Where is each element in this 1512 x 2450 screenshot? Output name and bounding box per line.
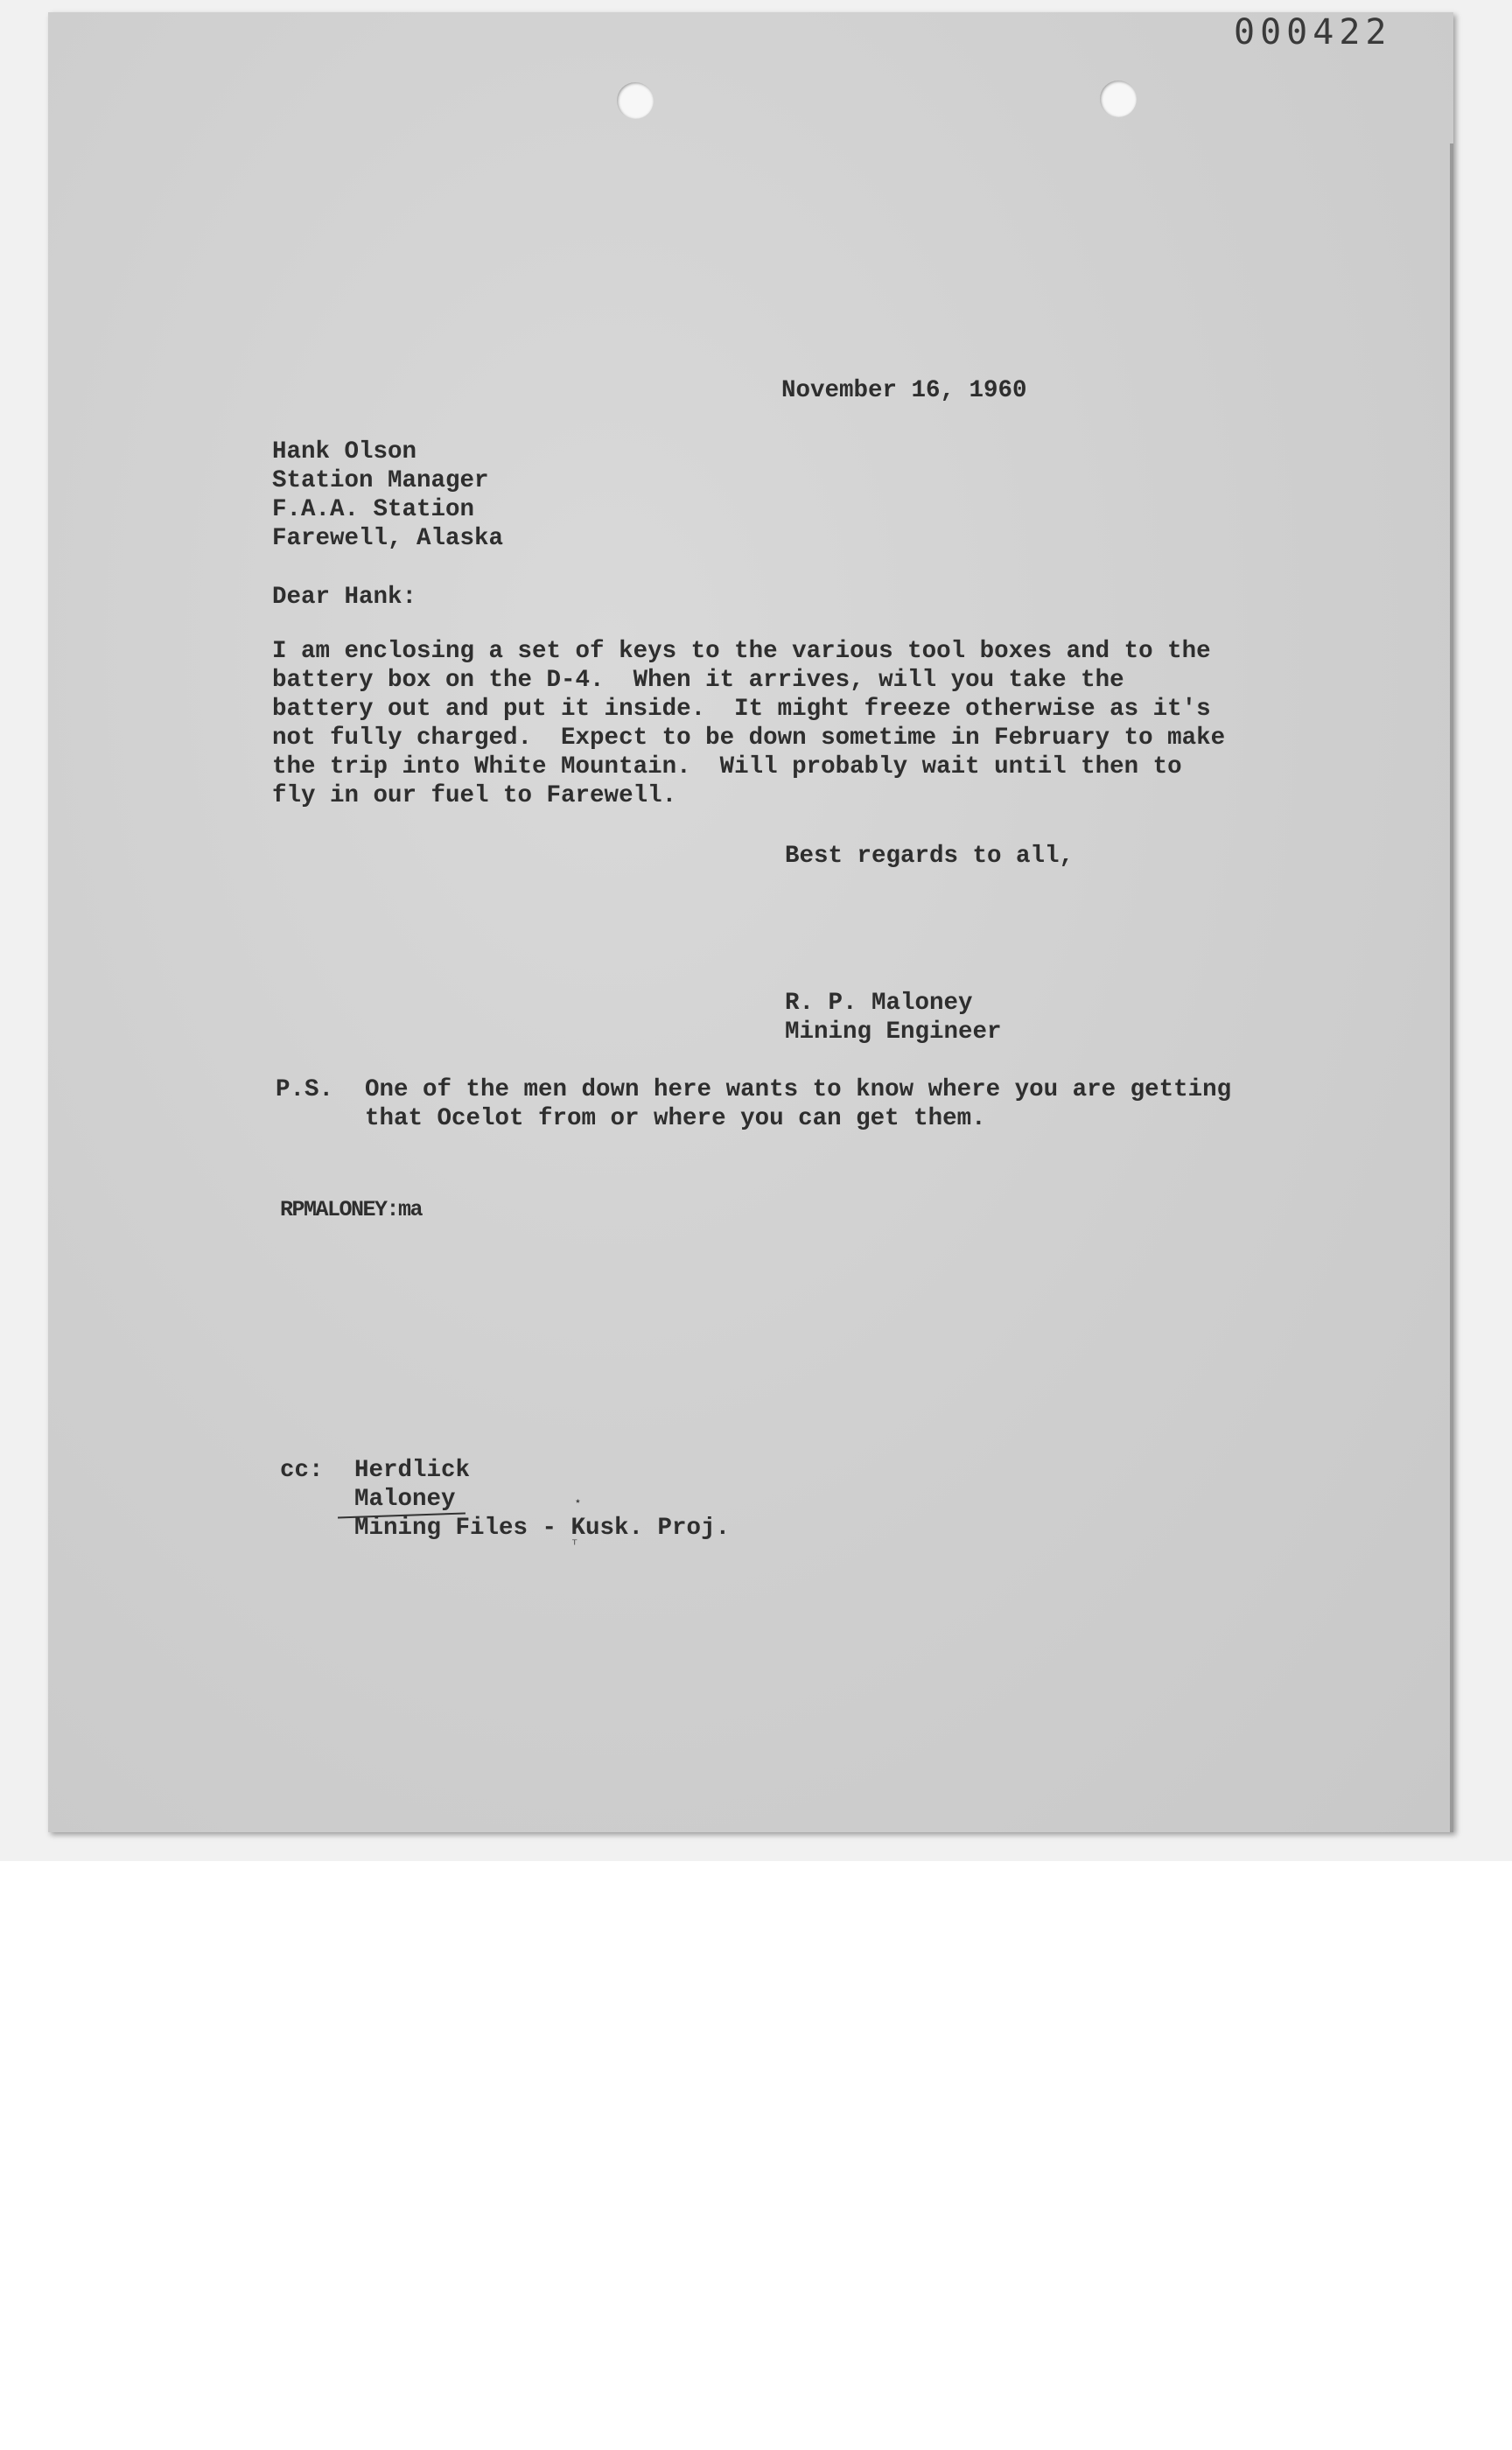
- recipient-location: Farewell, Alaska: [272, 525, 504, 552]
- postscript-line: One of the men down here wants to know where you are getting: [365, 1076, 1232, 1103]
- cc-recipient: Mining Files - Kusk. Proj.: [354, 1515, 731, 1542]
- cc-recipient-list: [354, 1456, 730, 1543]
- recipient-address-block: [272, 438, 503, 553]
- postscript-line: that Ocelot from or where you can get them.: [365, 1105, 986, 1132]
- recipient-name: Hank Olson: [272, 438, 417, 466]
- body-line: the trip into White Mountain. Will probably wait until then to: [272, 753, 1182, 780]
- cc-label: cc:: [280, 1457, 324, 1484]
- handwritten-mark: ⋆: [574, 1494, 582, 1508]
- letter-date: November 16, 1960: [781, 377, 1027, 404]
- body-line: battery box on the D-4. When it arrives, will you take the: [272, 667, 1124, 694]
- recipient-organization: F.A.A. Station: [272, 496, 475, 523]
- recipient-title: Station Manager: [272, 467, 489, 494]
- typist-initials: RPMALONEY:ma: [280, 1197, 423, 1222]
- handwritten-mark: ᵀ: [572, 1538, 578, 1552]
- body-line: not fully charged. Expect to be down sometime in February to make: [272, 724, 1226, 752]
- postscript-label: P.S.: [276, 1076, 334, 1103]
- cc-recipient: Herdlick: [354, 1457, 471, 1484]
- signer-title: Mining Engineer: [785, 1018, 1002, 1046]
- body-line: battery out and put it inside. It might freeze otherwise as it's: [272, 696, 1211, 723]
- document-page-number: 000422: [1234, 12, 1392, 52]
- punch-hole: [1100, 80, 1137, 117]
- body-line: fly in our fuel to Farewell.: [272, 782, 677, 809]
- signer-name: R. P. Maloney: [785, 990, 973, 1017]
- complimentary-closing: Best regards to all,: [785, 843, 1074, 870]
- punch-hole: [617, 82, 654, 119]
- salutation: Dear Hank:: [272, 584, 417, 611]
- postscript-text: [365, 1075, 1231, 1133]
- cc-recipient: Maloney: [354, 1486, 456, 1513]
- signature-block: [785, 989, 1002, 1046]
- body-line: I am enclosing a set of keys to the various tool boxes and to the: [272, 638, 1211, 665]
- body-paragraph: [272, 637, 1225, 810]
- letter-page: [48, 12, 1453, 1832]
